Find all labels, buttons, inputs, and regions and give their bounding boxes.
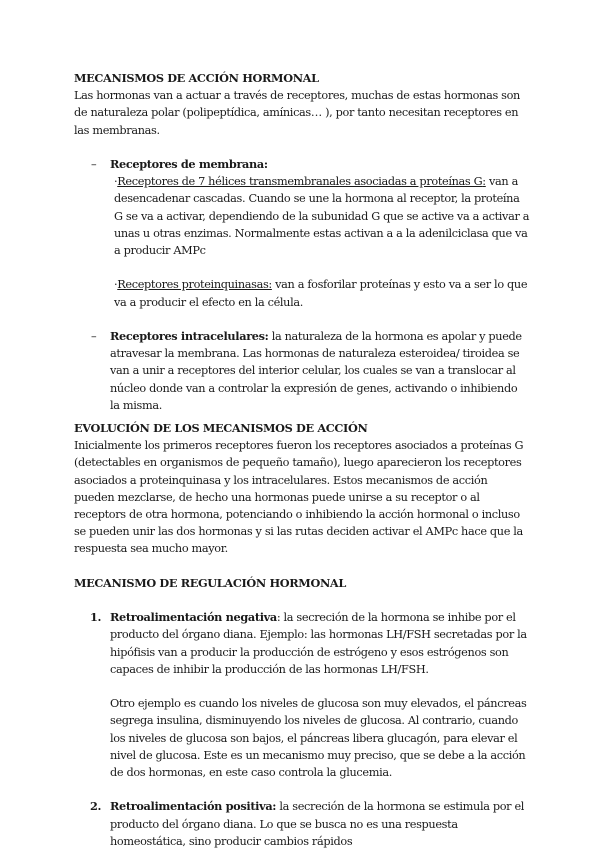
list-item-positive-feedback: [74, 798, 530, 850]
bullet-marker: –: [91, 330, 97, 343]
section-title-mecanismos: MECANISMOS DE ACCIÓN HORMONAL: [74, 71, 319, 85]
proteinkinase-receptors-label: Receptores proteinquinasas:: [117, 278, 272, 292]
proteinkinase-receptors-paragraph: ·Receptores proteinquinasas: van a fosforilar proteínas y esto va a ser lo que va a producir el efecto en la célula.: [114, 278, 528, 309]
positive-feedback-text: la secreción de la hormona se estimula por el producto del órgano diana. Lo que se busca no es una respuesta homeostática, sino producir cambios rápidos: [110, 800, 525, 848]
evolution-paragraph: Inicialmente los primeros receptores fueron los receptores asociados a proteínas G (detectables en organismos de pequeño tamaño), luego aparecieron los receptores asociados a proteinquinasa y los intracelulares. Estos mecanismos de acción pueden mezclarse, de hecho una hormonas puede unirse a su receptor o al receptors de otra hormona, potenciando o inhibiendo la acción hormonal o incluso se pueden unir las dos hormonas y si las rutas deciden activar el AMPc hace que la respuesta sea mucho mayor.: [74, 439, 524, 556]
list-item-negative-feedback: [74, 609, 530, 781]
positive-feedback-label: Retroalimentación positiva:: [110, 799, 277, 814]
g-protein-receptors-text: van a desencadenar cascadas. Cuando se une la hormona al receptor, la proteína G se va a activar, dependiendo de la subunidad G que se active va a activar a unas u otras enzimas. Normalmente estas activan a a la adenilciclasa que va a producir AMPc: [114, 175, 530, 258]
intracellular-receptors-text: la naturaleza de la hormona es apolar y puede atravesar la membrana. Las hormonas de naturaleza esteroidea/ tiroidea se van a unir a receptores del interior celular, los cuales se van a translocar al núcleo donde van a controlar la expresión de genes, activando o inhibiendo la misma.: [110, 330, 522, 412]
document-page: [74, 70, 530, 850]
g-protein-receptors-label: Receptores de 7 hélices transmembranales asociadas a proteínas G: [117, 175, 483, 189]
glucose-example-paragraph: Otro ejemplo es cuando los niveles de glucosa son muy elevados, el páncreas segrega insulina, disminuyendo los niveles de glucosa. Al contrario, cuando los niveles de glucosa son bajos, el páncreas libera glucagón, para elevar el nivel de glucosa. Este es un mecanismo muy preciso, que se debe a la acción de dos hormonas, en este caso controla la glucemia.: [110, 697, 527, 780]
list-number: 2.: [90, 799, 102, 814]
section-title-regulacion: MECANISMO DE REGULACIÓN HORMONAL: [74, 575, 346, 590]
membrane-receptors-label: Receptores de membrana:: [110, 157, 268, 171]
intracellular-receptors-label: Receptores intracelulares:: [110, 329, 269, 343]
negative-feedback-text: : la secreción de la hormona se inhibe por el producto del órgano diana. Ejemplo: las hormonas LH/FSH secretadas por la hipófisis van a producir la producción de estrógeno y esos estrógenos son capaces de inhibir la producción de las hormonas LH/FSH.: [110, 611, 527, 676]
g-protein-receptors-paragraph: ·Receptores de 7 hélices transmembranales asociadas a proteínas G: van a desencadenar cascadas. Cuando se une la hormona al receptor, la proteína G se va a activar, dependiendo de la subunidad G que se active va a activar a unas u otras enzimas. Normalmente estas activan a a la adenilciclasa que va a producir AMPc: [114, 175, 530, 258]
intro-paragraph: Las hormonas van a actuar a través de receptores, muchas de estas hormonas son de naturaleza polar (polipeptídica, amínicas… ), por tanto necesitan receptores en las membranas.: [74, 89, 520, 137]
negative-feedback-label: Retroalimentación negativa: [110, 610, 277, 625]
list-number: 1.: [90, 610, 102, 625]
list-item-membrane-receptors: [74, 156, 530, 311]
section-title-evolucion: EVOLUCIÓN DE LOS MECANISMOS DE ACCIÓN: [74, 421, 368, 436]
bullet-marker: –: [91, 158, 97, 171]
list-item-intracellular-receptors: [74, 328, 530, 414]
proteinkinase-receptors-text: van a fosforilar proteínas y esto va a ser lo que va a producir el efecto en la célula.: [114, 278, 528, 309]
